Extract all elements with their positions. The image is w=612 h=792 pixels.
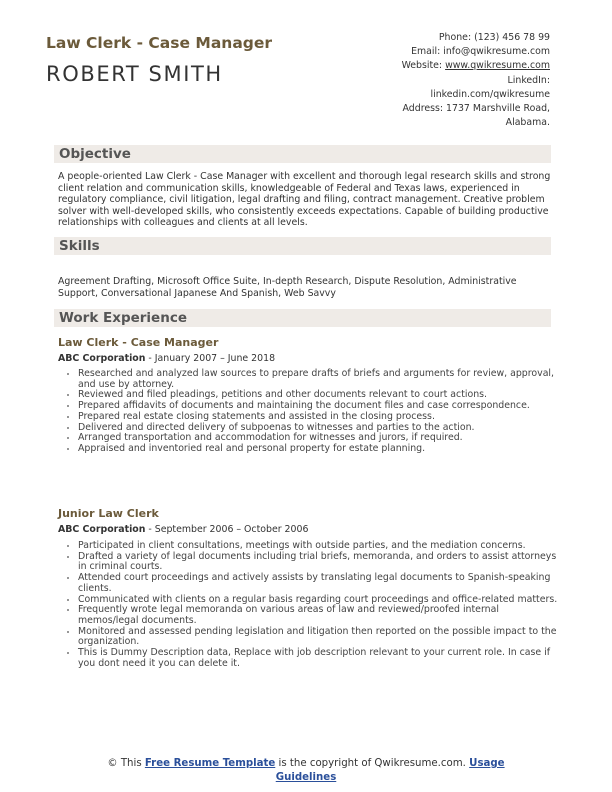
phone-label: Phone: <box>438 32 472 43</box>
footer-prefix: © This <box>107 758 145 769</box>
list-item: • This is Dummy Description data, Replace with job description relevant to your current role. In case if you dont need it you can delete it. <box>78 648 558 669</box>
address-label: Address: <box>402 103 444 115</box>
job-title-2: Junior Law Clerk <box>58 507 159 520</box>
contact-address <box>310 102 550 116</box>
candidate-name: ROBERT SMITH <box>46 62 223 86</box>
job-dates-1: - January 2007 – June 2018 <box>145 353 276 364</box>
list-item: • Arranged transportation and accommodation for witnesses and jurors, if required. <box>78 433 558 444</box>
objective-section-header <box>54 145 551 163</box>
work-experience-section-header <box>54 309 551 327</box>
linkedin-value: linkedin.com/qwikresume <box>430 88 550 100</box>
work-experience-heading: Work Experience <box>59 310 187 326</box>
list-item: • Monitored and assessed pending legislation and litigation then reported on the possible impact to the organization. <box>78 627 558 648</box>
phone-value: (123) 456 78 99 <box>474 32 550 43</box>
resume-job-title: Law Clerk - Case Manager <box>46 34 273 52</box>
objective-text: A people-oriented Law Clerk - Case Manager with excellent and thorough legal research skills and strong client relation and communication skills, knowledgeable of Federal and Texas laws, experienced in regulatory compliance, civil litigation, legal drafting and filing, contract management. Creative problem solver with well-developed skills, who consistently exceeds expectations. Capable of building productive relationships with colleagues and clients at all levels. <box>58 171 551 228</box>
list-item: • Reviewed and filed pleadings, petitions and other documents relevant to court actions. <box>78 390 558 401</box>
list-item: • Appraised and inventoried real and personal property for estate planning. <box>78 444 558 455</box>
website-link[interactable]: www.qwikresume.com <box>445 60 550 72</box>
list-item: • Prepared real estate closing statements and assisted in the closing process. <box>78 412 558 423</box>
contact-phone <box>310 31 550 45</box>
company-name-2: ABC Corporation <box>58 524 146 535</box>
job-dates-2: - September 2006 – October 2006 <box>145 524 309 535</box>
contact-block <box>310 31 550 130</box>
company-name-1: ABC Corporation <box>58 353 146 364</box>
usage-guidelines-link-part-1[interactable]: Usage <box>469 758 505 769</box>
copyright-footer <box>0 757 612 785</box>
list-item: • Researched and analyzed law sources to prepare drafts of briefs and arguments for review, approval, and use by attorney. <box>78 369 558 390</box>
skills-section-header <box>54 237 551 255</box>
contact-address-line-2 <box>310 116 550 130</box>
skills-heading: Skills <box>59 238 100 254</box>
list-item: • Communicated with clients on a regular basis regarding court proceedings and office-related matters. <box>78 595 558 606</box>
list-item: • Drafted a variety of legal documents including trial briefs, memoranda, and orders to assist attorneys in criminal courts. <box>78 552 558 573</box>
list-item: • Frequently wrote legal memoranda on various areas of law and reviewed/proofed internal memos/legal documents. <box>78 605 558 626</box>
usage-guidelines-link-part-2[interactable]: Guidelines <box>275 772 337 783</box>
contact-email <box>310 45 550 59</box>
contact-linkedin-row <box>310 88 550 102</box>
objective-heading: Objective <box>59 146 131 162</box>
list-item: • Prepared affidavits of documents and maintaining the document files and case correspondence. <box>78 401 558 412</box>
job-1-bullet-list <box>64 369 558 455</box>
list-item: • Participated in client consultations, meetings with outside parties, and the mediation concerns. <box>78 541 558 552</box>
job-company-2 <box>58 524 308 535</box>
contact-linkedin-label-row <box>310 74 550 88</box>
address-line-2: Alabama. <box>505 117 550 129</box>
skills-text: Agreement Drafting, Microsoft Office Suite, In-depth Research, Dispute Resolution, Administrative Support, Conversational Japanese And Spanish, Web Savvy <box>58 276 517 299</box>
address-line-1: 1737 Marshville Road, <box>446 103 550 115</box>
contact-website <box>310 59 550 73</box>
email-label: Email: <box>411 46 441 58</box>
job-company-1 <box>58 353 275 364</box>
list-item: • Delivered and directed delivery of subpoenas to witnesses and parties to the action. <box>78 423 558 434</box>
footer-middle: is the copyright of Qwikresume.com. <box>275 758 470 769</box>
job-2-bullet-list <box>64 541 558 669</box>
linkedin-label: LinkedIn: <box>507 74 550 86</box>
list-item: • Attended court proceedings and actively assists by translating legal documents to Spanish-speaking clients. <box>78 573 558 594</box>
email-value: info@qwikresume.com <box>443 46 550 58</box>
free-resume-template-link[interactable]: Free Resume Template <box>144 758 276 769</box>
website-label: Website: <box>401 60 443 72</box>
job-title-1: Law Clerk - Case Manager <box>58 336 219 349</box>
